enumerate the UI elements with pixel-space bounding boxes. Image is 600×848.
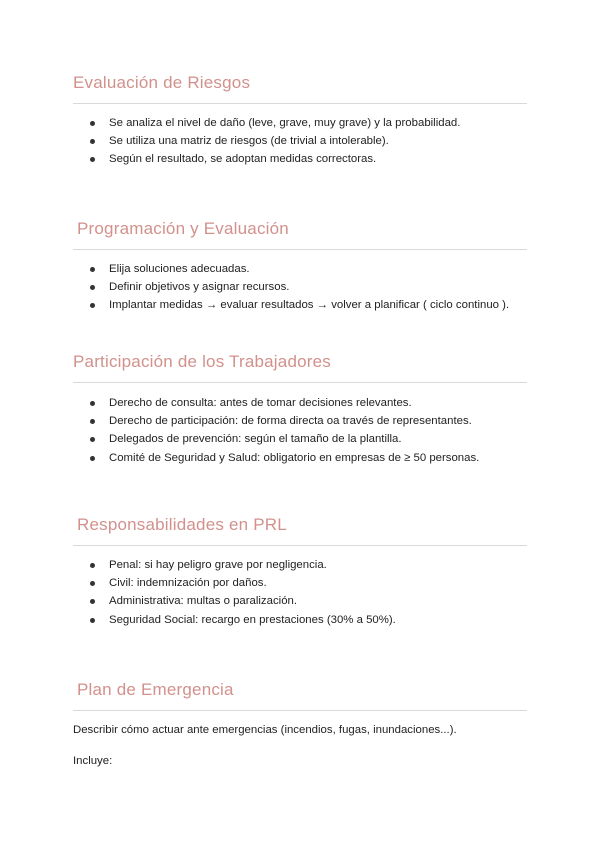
section-heading: Plan de Emergencia	[77, 680, 234, 699]
section-heading: Participación de los Trabajadores	[73, 352, 331, 371]
list-item: Según el resultado, se adoptan medidas correctoras.	[73, 150, 527, 168]
paragraph: Describir cómo actuar ante emergencias (incendios, fugas, inundaciones...).	[73, 724, 457, 736]
bullet-icon	[90, 618, 95, 623]
bullet-icon	[90, 285, 95, 290]
bullet-icon	[90, 121, 95, 126]
section-participacion-trabajadores	[73, 351, 527, 467]
bullet-icon	[90, 563, 95, 568]
bullet-icon	[90, 599, 95, 604]
list-item: Se analiza el nivel de daño (leve, grave, muy grave) y la probabilidad.	[73, 114, 527, 132]
bullet-icon	[90, 157, 95, 162]
section-heading: Programación y Evaluación	[77, 219, 289, 238]
bullet-icon	[90, 437, 95, 442]
divider	[73, 545, 527, 546]
bullet-icon	[90, 267, 95, 272]
bullet-list	[73, 114, 527, 169]
list-item: Derecho de consulta: antes de tomar decisiones relevantes.	[73, 394, 527, 412]
divider	[73, 710, 527, 711]
list-item: Seguridad Social: recargo en prestaciones (30% a 50%).	[73, 611, 527, 629]
list-item: Delegados de prevención: según el tamaño de la plantilla.	[73, 430, 527, 448]
list-item: Penal: si hay peligro grave por negligencia.	[73, 556, 527, 574]
bullet-icon	[90, 456, 95, 461]
divider	[73, 103, 527, 104]
section-heading: Evaluación de Riesgos	[73, 73, 251, 92]
section-plan-emergencia	[73, 679, 527, 770]
list-item: Administrativa: multas o paralización.	[73, 592, 527, 610]
paragraph: Incluye:	[73, 755, 113, 767]
list-item: Comité de Seguridad y Salud: obligatorio en empresas de ≥ 50 personas.	[73, 449, 527, 467]
section-evaluacion-riesgos	[73, 72, 527, 169]
bullet-list	[73, 394, 527, 467]
bullet-icon	[90, 419, 95, 424]
bullet-icon	[90, 139, 95, 144]
list-item: Se utiliza una matriz de riesgos (de trivial a intolerable).	[73, 132, 527, 150]
section-responsabilidades-prl	[73, 514, 527, 629]
bullet-icon	[90, 303, 95, 308]
bullet-list	[73, 260, 527, 315]
list-item: Civil: indemnización por daños.	[73, 574, 527, 592]
list-item: Definir objetivos y asignar recursos.	[73, 278, 527, 296]
bullet-icon	[90, 581, 95, 586]
section-heading: Responsabilidades en PRL	[77, 515, 287, 534]
divider	[73, 382, 527, 383]
section-programacion-evaluacion	[73, 218, 527, 315]
bullet-icon	[90, 401, 95, 406]
divider	[73, 249, 527, 250]
list-item: Elija soluciones adecuadas.	[73, 260, 527, 278]
list-item: Implantar medidas → evaluar resultados → volver a planificar ( ciclo continuo ).	[73, 296, 527, 314]
bullet-list	[73, 556, 527, 629]
list-item: Derecho de participación: de forma directa oa través de representantes.	[73, 412, 527, 430]
